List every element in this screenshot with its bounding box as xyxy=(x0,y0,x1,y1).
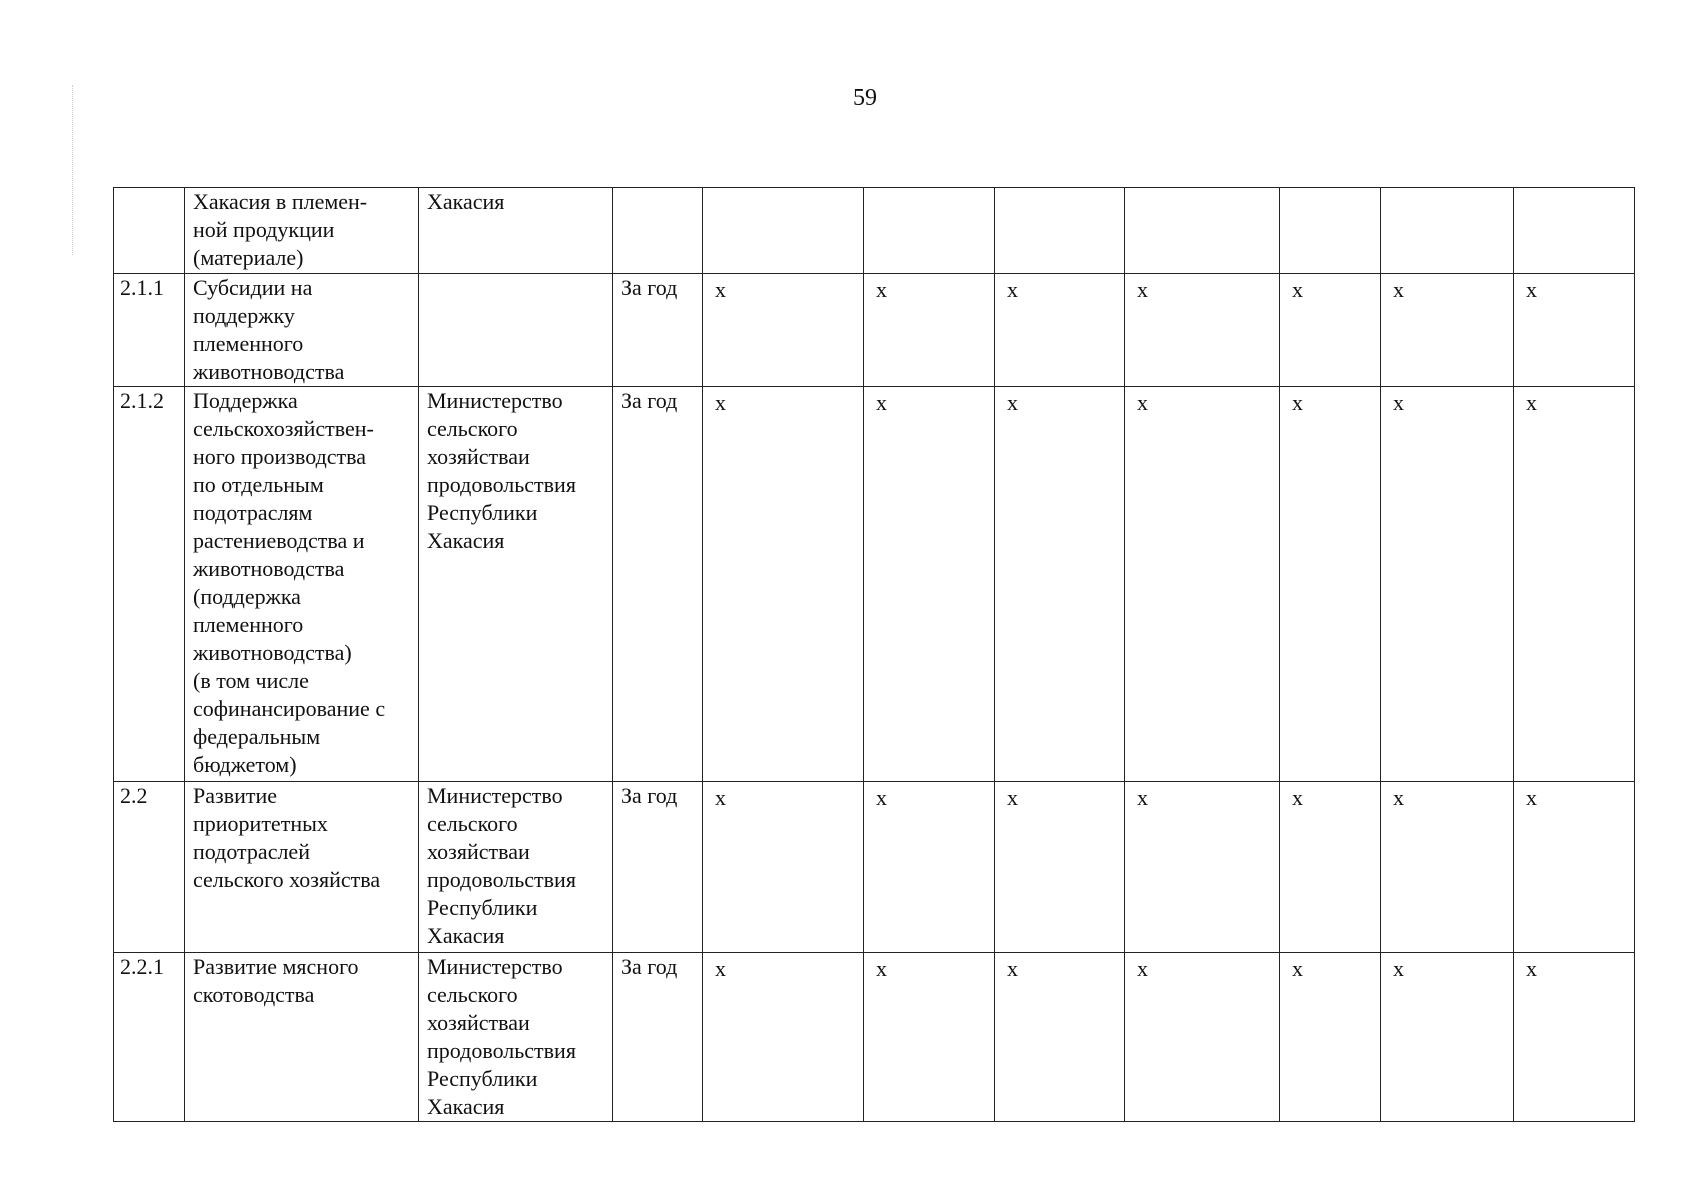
text-line: Хакасия xyxy=(427,528,505,553)
period-cell: За год xyxy=(613,274,703,387)
text-line: сельского xyxy=(427,416,518,441)
value-cell xyxy=(995,188,1125,274)
text-line: (поддержка xyxy=(193,584,301,609)
measure-name xyxy=(185,188,419,274)
value-cell: x xyxy=(1514,274,1635,387)
page-number: 59 xyxy=(853,85,877,111)
value-cell xyxy=(703,188,864,274)
text-line: растениеводства и xyxy=(193,528,365,553)
value-cell: x xyxy=(864,274,995,387)
justified-word: хозяйства xyxy=(427,444,518,469)
text-line-justified xyxy=(427,838,604,866)
measure-name xyxy=(185,274,419,387)
measure-name xyxy=(185,387,419,782)
value-cell: x xyxy=(1280,387,1381,782)
value-cell: x xyxy=(1381,387,1514,782)
table-row xyxy=(114,953,1635,1122)
value-cell: x xyxy=(703,274,864,387)
text-line: сельского хозяйства xyxy=(193,867,381,892)
text-line: Субсидии на xyxy=(193,275,313,300)
text-line: животноводства) xyxy=(193,640,352,665)
responsible-executor xyxy=(419,188,613,274)
table-row xyxy=(114,188,1635,274)
value-cell: x xyxy=(1514,387,1635,782)
text-line: Министерство xyxy=(427,783,563,808)
period-cell: За год xyxy=(613,387,703,782)
text-line-justified xyxy=(427,1009,604,1037)
text-line: Хакасия xyxy=(427,923,505,948)
text-line: Республики xyxy=(427,500,538,525)
text-line: продовольствия xyxy=(427,867,576,892)
text-line: Министерство xyxy=(427,954,563,979)
value-cell: x xyxy=(703,953,864,1122)
value-cell: x xyxy=(1280,274,1381,387)
value-cell: x xyxy=(1381,782,1514,953)
measure-name xyxy=(185,782,419,953)
measure-name xyxy=(185,953,419,1122)
value-cell: x xyxy=(864,387,995,782)
text-line: софинансирование с xyxy=(193,696,386,721)
text-line: поддержку xyxy=(193,303,295,328)
value-cell: x xyxy=(864,953,995,1122)
text-line: продовольствия xyxy=(427,472,576,497)
text-line: Министерство xyxy=(427,388,563,413)
responsible-executor xyxy=(419,274,613,387)
value-cell: x xyxy=(995,387,1125,782)
text-line: подотраслей xyxy=(193,839,310,864)
row-number xyxy=(114,188,185,274)
table-row xyxy=(114,274,1635,387)
text-line: сельского xyxy=(427,982,518,1007)
value-cell: x xyxy=(995,953,1125,1122)
text-line: бюджетом) xyxy=(193,752,297,777)
value-cell: x xyxy=(1125,953,1280,1122)
period-cell xyxy=(613,188,703,274)
text-line: животноводства xyxy=(193,556,345,581)
value-cell: x xyxy=(1381,274,1514,387)
text-line: скотоводства xyxy=(193,982,315,1007)
text-line-justified xyxy=(427,443,604,471)
value-cell: x xyxy=(1125,274,1280,387)
text-line: (в том числе xyxy=(193,668,309,693)
row-number: 2.2.1 xyxy=(114,953,185,1122)
text-line: федеральным xyxy=(193,724,321,749)
text-line: племенного xyxy=(193,331,304,356)
text-line: сельскохозяйствен- xyxy=(193,416,374,441)
value-cell xyxy=(1280,188,1381,274)
responsible-executor xyxy=(419,953,613,1122)
period-cell: За год xyxy=(613,782,703,953)
responsible-executor xyxy=(419,782,613,953)
justified-word: и xyxy=(518,444,530,469)
justified-word: и xyxy=(518,839,530,864)
row-number: 2.2 xyxy=(114,782,185,953)
program-measures-table xyxy=(113,187,1635,1122)
value-cell: x xyxy=(1280,782,1381,953)
justified-word: хозяйства xyxy=(427,839,518,864)
responsible-executor xyxy=(419,387,613,782)
text-line: Развитие xyxy=(193,783,278,808)
text-line: приоритетных xyxy=(193,811,328,836)
text-line: Республики xyxy=(427,895,538,920)
value-cell: x xyxy=(1280,953,1381,1122)
value-cell: x xyxy=(995,274,1125,387)
justified-word: хозяйства xyxy=(427,1010,518,1035)
value-cell xyxy=(1381,188,1514,274)
value-cell xyxy=(864,188,995,274)
value-cell: x xyxy=(1514,782,1635,953)
text-line: продовольствия xyxy=(427,1038,576,1063)
value-cell: x xyxy=(1125,387,1280,782)
text-line: Хакасия в племен- xyxy=(193,189,368,214)
value-cell: x xyxy=(1514,953,1635,1122)
text-line: Хакасия xyxy=(427,1094,505,1119)
text-line: животноводства xyxy=(193,359,345,384)
value-cell: x xyxy=(703,387,864,782)
text-line: Развитие мясного xyxy=(193,954,359,979)
text-line: племенного xyxy=(193,612,304,637)
value-cell: x xyxy=(864,782,995,953)
table-row xyxy=(114,782,1635,953)
row-number: 2.1.1 xyxy=(114,274,185,387)
value-cell xyxy=(1125,188,1280,274)
value-cell: x xyxy=(1125,782,1280,953)
value-cell: x xyxy=(703,782,864,953)
text-line: ной продукции xyxy=(193,217,335,242)
text-line: ного производства xyxy=(193,444,367,469)
period-cell: За год xyxy=(613,953,703,1122)
table-body xyxy=(114,188,1635,1122)
text-line: сельского xyxy=(427,811,518,836)
text-line: подотраслям xyxy=(193,500,313,525)
row-number: 2.1.2 xyxy=(114,387,185,782)
value-cell: x xyxy=(1381,953,1514,1122)
value-cell xyxy=(1514,188,1635,274)
text-line: по отдельным xyxy=(193,472,324,497)
justified-word: и xyxy=(518,1010,530,1035)
text-line: Хакасия xyxy=(427,189,505,214)
text-line: Республики xyxy=(427,1066,538,1091)
text-line: Поддержка xyxy=(193,388,298,413)
table-row xyxy=(114,387,1635,782)
text-line: (материале) xyxy=(193,245,304,270)
value-cell: x xyxy=(995,782,1125,953)
